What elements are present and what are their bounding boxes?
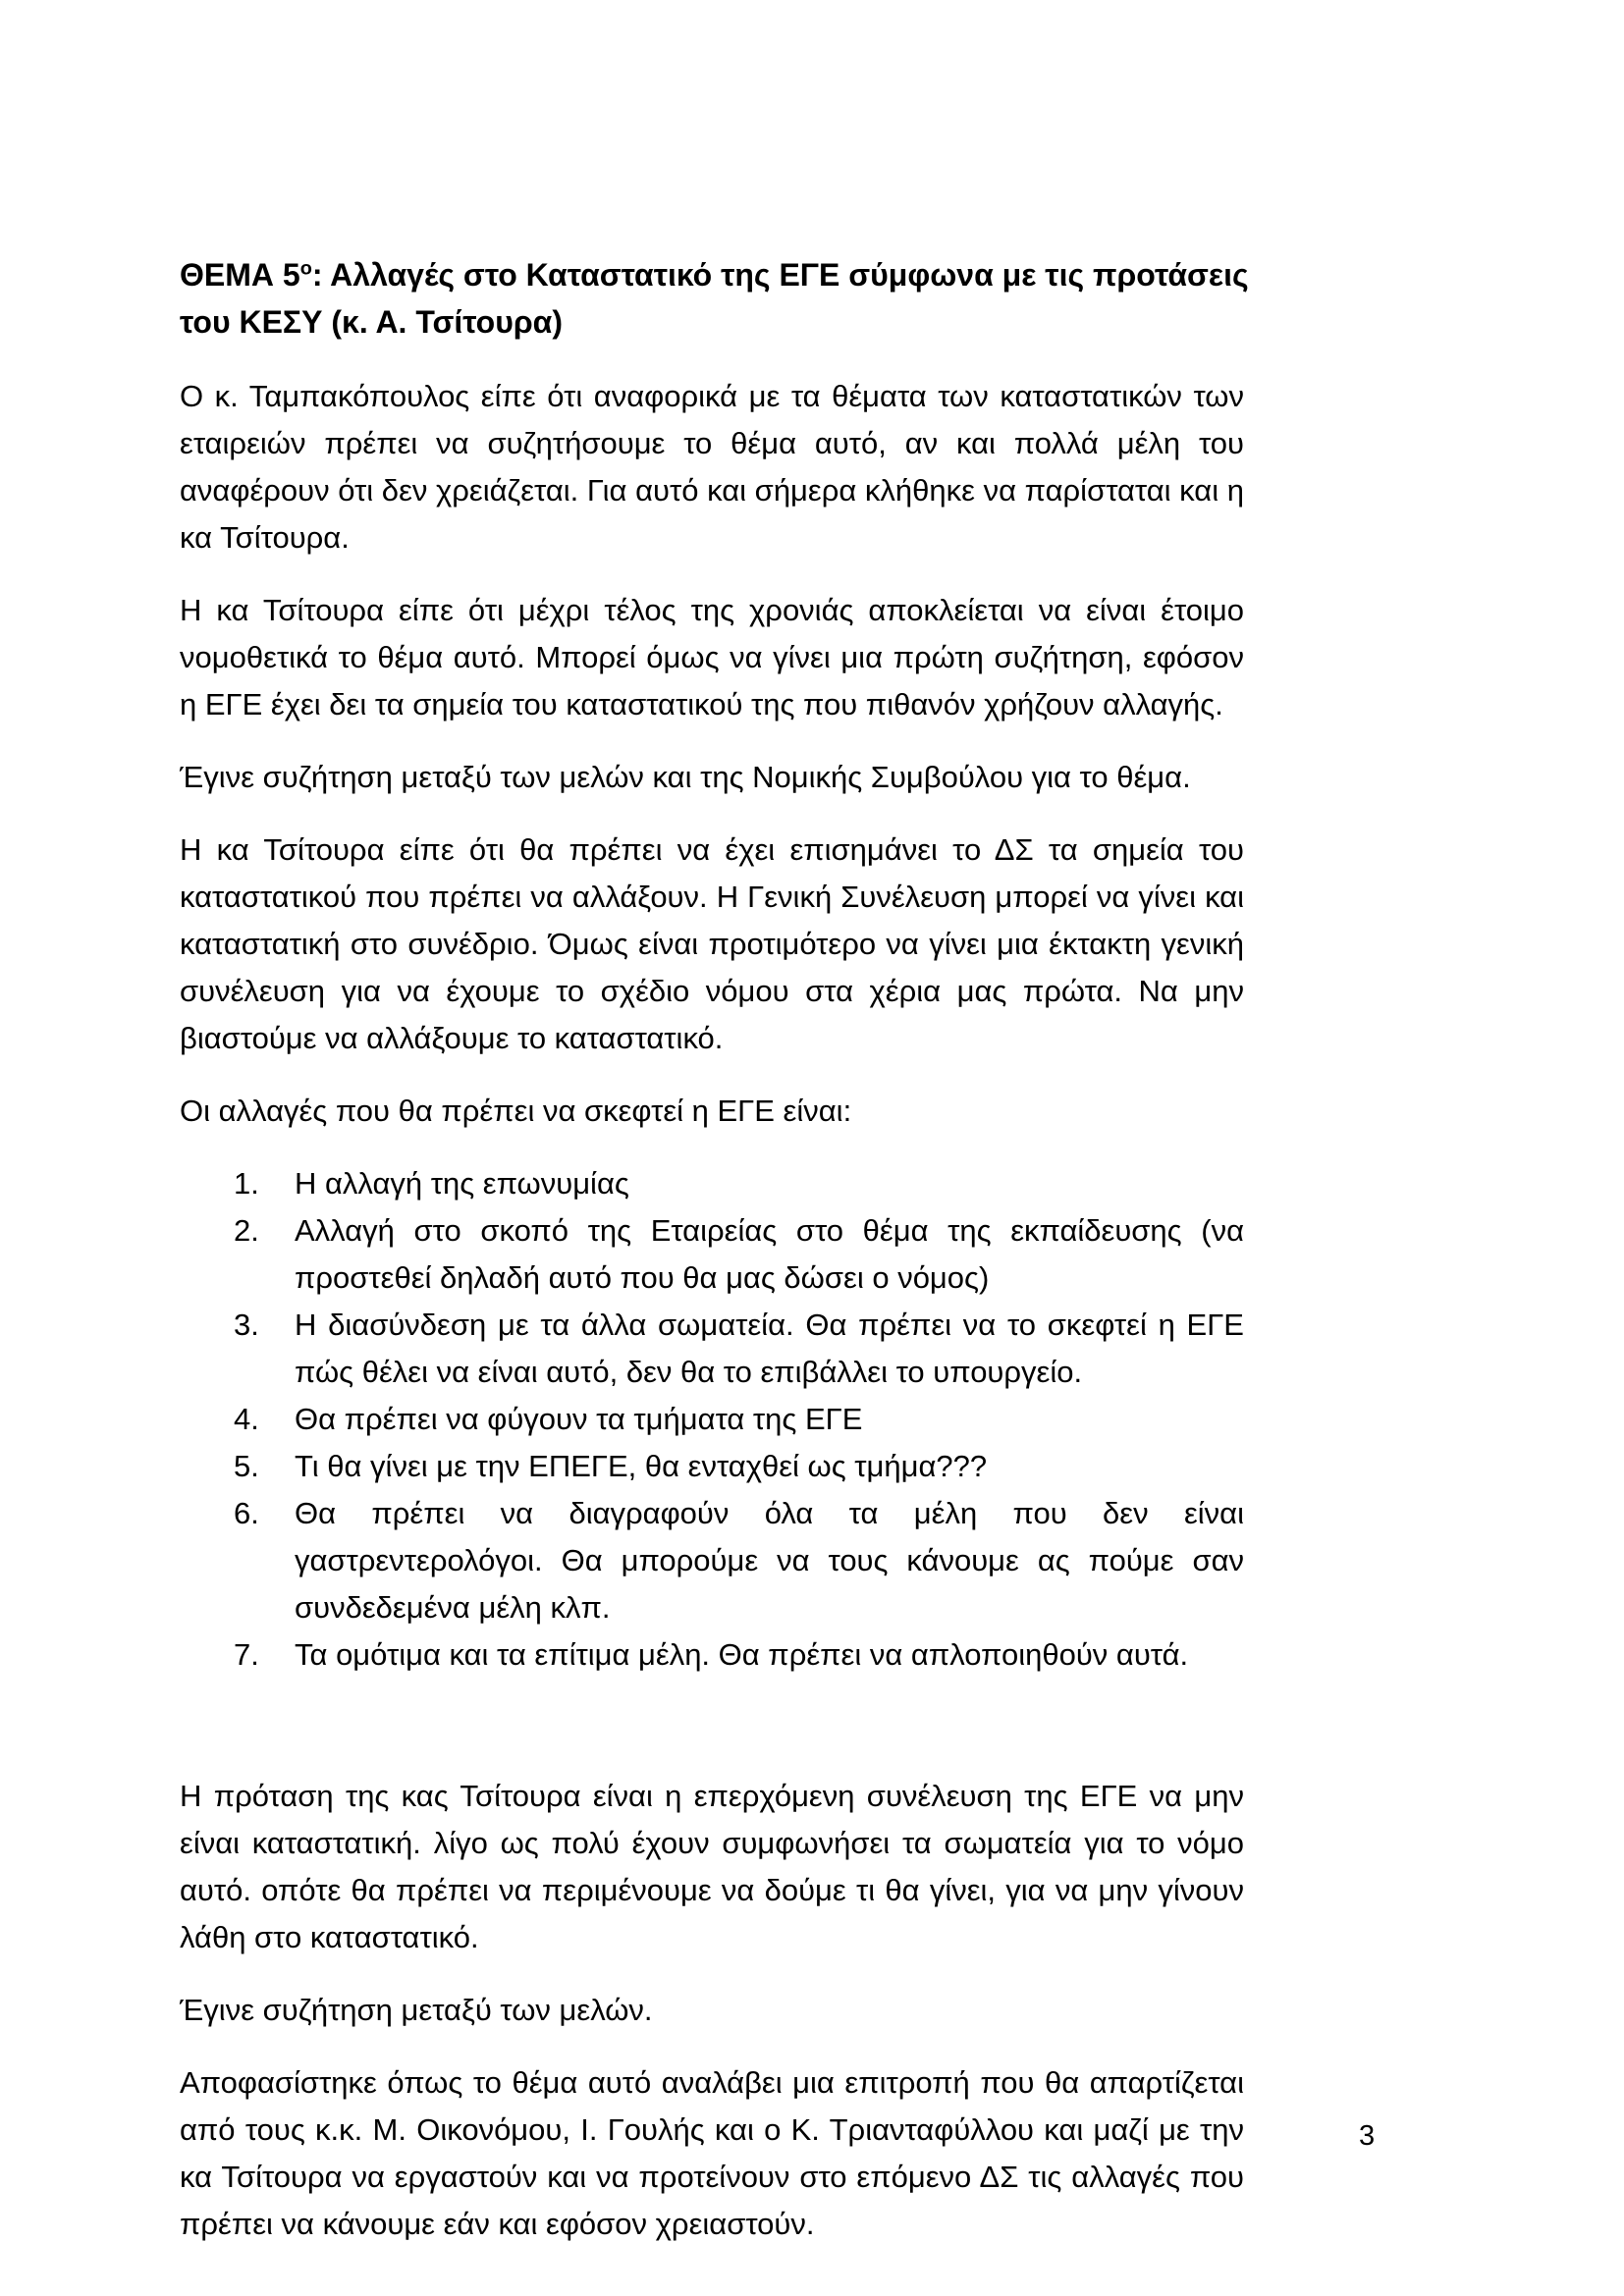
heading-ordinal-superscript: ο xyxy=(299,257,312,280)
list-item xyxy=(180,1631,1244,1679)
list-item-text: Αλλαγή στο σκοπό της Εταιρείας στο θέμα της εκπαίδευσης (να προστεθεί δηλαδή αυτό που θα μας δώσει ο νόμος) xyxy=(295,1213,1244,1295)
section-heading xyxy=(180,251,1249,346)
list-item-number: 7. xyxy=(234,1637,259,1672)
heading-line-2: του ΚΕΣΥ (κ. Α. Τσίτουρα) xyxy=(180,304,563,340)
paragraph-tsitoura-proposal-details: Η κα Τσίτουρα είπε ότι θα πρέπει να έχει επισημάνει το ΔΣ τα σημεία του καταστατικού που πρέπει να αλλάξουν. Η Γενική Συνέλευση μπορεί να γίνει και καταστατική στο συνέδριο. Όμως είναι προτιμότερο να γίνει μια έκτακτη γενική συνέλευση για να έχουμε το σχέδιο νόμου στα χέρια μας πρώτα. Να μην βιαστούμε να αλλάξουμε το καταστατικό. xyxy=(180,832,1244,1055)
list-item xyxy=(180,1396,1244,1443)
heading-rest: : Αλλαγές στο Καταστατικό της ΕΓΕ σύμφωνα με τις προτάσεις xyxy=(311,257,1249,293)
heading-line-1 xyxy=(180,251,1249,298)
list-item-number: 6. xyxy=(234,1496,259,1530)
heading-prefix: ΘΕΜΑ 5 xyxy=(180,257,300,293)
list-item-number: 3. xyxy=(234,1308,259,1342)
numbered-list xyxy=(180,1160,1244,1679)
paragraph-members-discussion: Έγινε συζήτηση μεταξύ των μελών. xyxy=(180,1993,653,2027)
list-item-number: 5. xyxy=(234,1449,259,1483)
list-item-number: 2. xyxy=(234,1213,259,1248)
list-item xyxy=(180,1160,1244,1207)
list-item-text: Θα πρέπει να φύγουν τα τμήματα της ΕΓΕ xyxy=(295,1402,863,1436)
paragraph-list-lead-in: Οι αλλαγές που θα πρέπει να σκεφτεί η ΕΓΕ είναι: xyxy=(180,1094,852,1128)
paragraph-discussion-note: Έγινε συζήτηση μεταξύ των μελών και της Νομικής Συμβούλου για το θέμα. xyxy=(180,760,1191,794)
paragraph-tsitoura-final-proposal: Η πρόταση της κας Τσίτουρα είναι η επερχόμενη συνέλευση της ΕΓΕ να μην είναι καταστατική. λίγο ως πολύ έχουν συμφωνήσει τα σωματεία για το νόμο αυτό. οπότε θα πρέπει να περιμένουμε να δούμε τι θα γίνει, για να μην γίνουν λάθη στο καταστατικό. xyxy=(180,1779,1244,1954)
list-item-text: Η αλλαγή της επωνυμίας xyxy=(295,1166,629,1201)
list-item xyxy=(180,1490,1244,1631)
list-item-text: Η διασύνδεση με τα άλλα σωματεία. Θα πρέπει να το σκεφτεί η ΕΓΕ πώς θέλει να είναι αυτό, δεν θα το επιβάλλει το υπουργείο. xyxy=(295,1308,1244,1389)
list-item-text: Τι θα γίνει με την ΕΠΕΓΕ, θα ενταχθεί ως τμήμα??? xyxy=(295,1449,988,1483)
paragraph-committee-decision: Αποφασίστηκε όπως το θέμα αυτό αναλάβει μια επιτροπή που θα απαρτίζεται από τους κ.κ. Μ. Οικονόμου, Ι. Γουλής και ο Κ. Τριανταφύλλου και μαζί με την κα Τσίτουρα να εργαστούν και να προτείνουν στο επόμενο ΔΣ τις αλλαγές που πρέπει να κάνουμε εάν και εφόσον χρειαστούν. xyxy=(180,2065,1244,2241)
list-item-text: Θα πρέπει να διαγραφούν όλα τα μέλη που δεν είναι γαστρεντερολόγοι. Θα μπορούμε να τους κάνουμε ας πούμε σαν συνδεδεμένα μέλη κλπ. xyxy=(295,1496,1244,1625)
document-content xyxy=(180,251,1249,2273)
list-item xyxy=(180,1443,1244,1490)
list-item-text: Τα ομότιμα και τα επίτιμα μέλη. Θα πρέπει να απλοποιηθούν αυτά. xyxy=(295,1637,1189,1672)
paragraph-tsitoura-statement: Η κα Τσίτουρα είπε ότι μέχρι τέλος της χρονιάς αποκλείεται να είναι έτοιμο νομοθετικά το θέμα αυτό. Μπορεί όμως να γίνει μια πρώτη συζήτηση, εφόσον η ΕΓΕ έχει δει τα σημεία του καταστατικού της που πιθανόν χρήζουν αλλαγής. xyxy=(180,593,1244,721)
page-number: 3 xyxy=(1359,2120,1376,2152)
list-item xyxy=(180,1302,1244,1396)
list-item xyxy=(180,1207,1244,1302)
list-item-number: 1. xyxy=(234,1166,259,1201)
paragraph-intro: Ο κ. Ταμπακόπουλος είπε ότι αναφορικά με τα θέματα των καταστατικών των εταιρειών πρέπει να συζητήσουμε το θέμα αυτό, αν και πολλά μέλη του αναφέρουν ότι δεν χρειάζεται. Για αυτό και σήμερα κλήθηκε να παρίσταται και η κα Τσίτουρα. xyxy=(180,379,1244,555)
list-item-number: 4. xyxy=(234,1402,259,1436)
